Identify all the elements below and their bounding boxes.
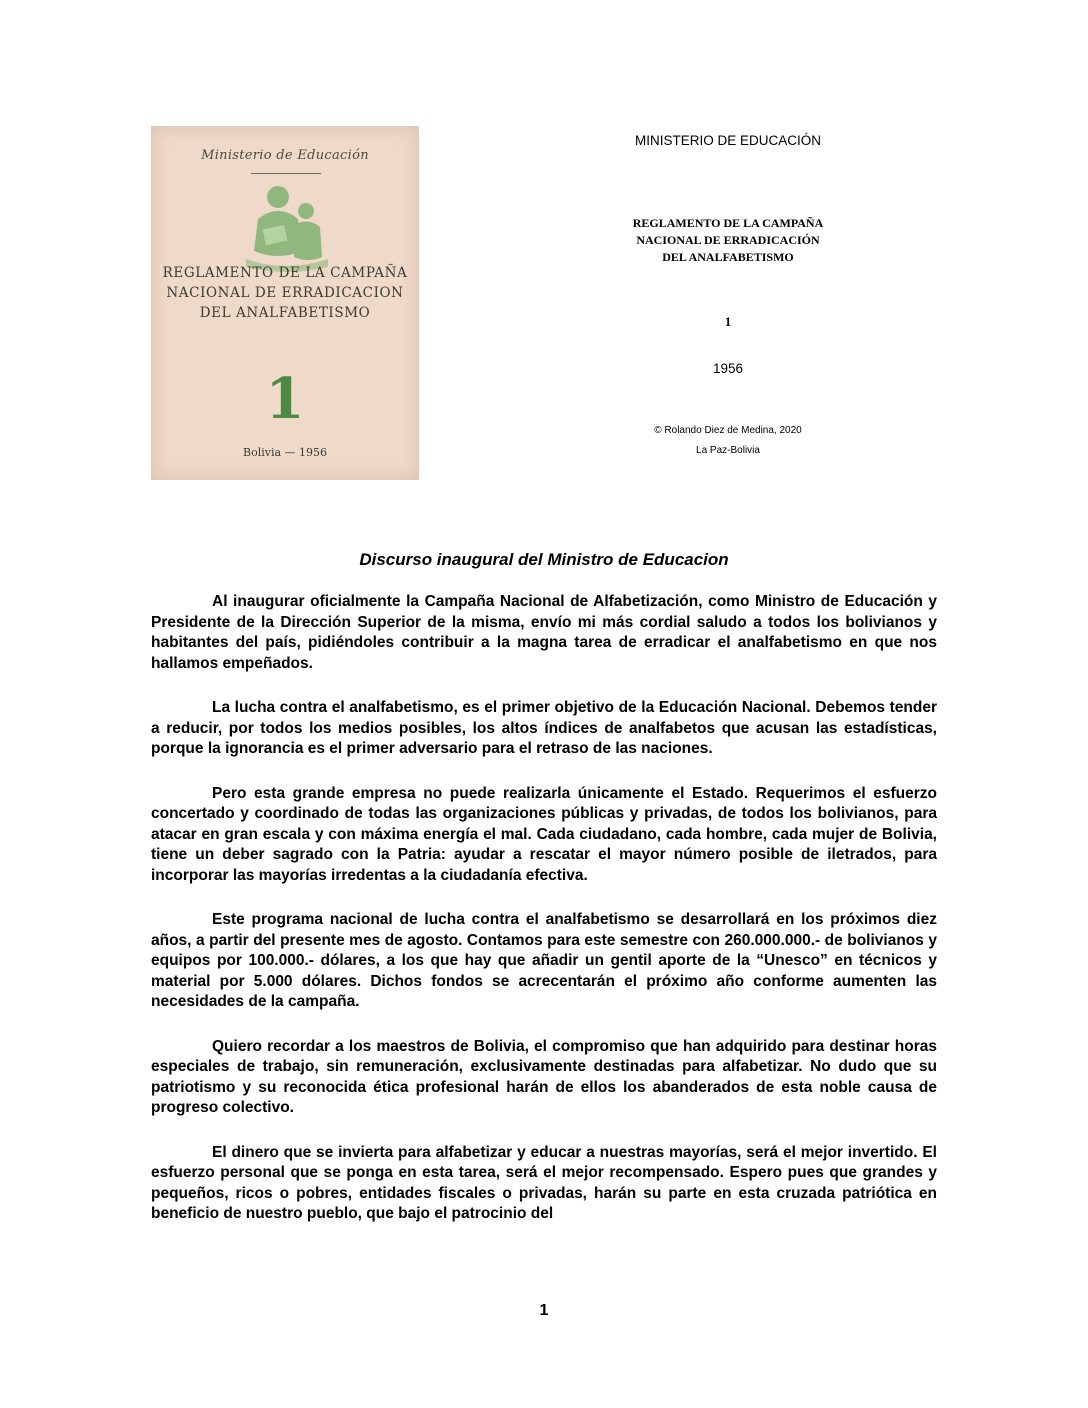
cover-title: REGLAMENTO DE LA CAMPAÑA NACIONAL DE ERRADICACION DEL ANALFABETISMO bbox=[162, 265, 408, 321]
cover-divider bbox=[251, 173, 321, 174]
speech-body bbox=[151, 592, 937, 1249]
paragraph: El dinero que se invierta para alfabetizar y educar a nuestras mayorías, será el mejor invertido. El esfuerzo personal que se ponga en esta tarea, será el mejor recompensado. Espero pues que grandes y pequeños, ricos o pobres, entidades fiscales o privadas, harán su parte en esta cruzada patriótica en beneficio de nuestro pueblo, que bajo el patrocinio del bbox=[151, 1143, 937, 1222]
copyright-line: © Rolando Diez de Medina, 2020 bbox=[654, 425, 802, 436]
volume-number: 1 bbox=[724, 314, 732, 329]
cover-illustration-icon bbox=[236, 181, 336, 276]
speech-title: Discurso inaugural del Ministro de Educacion bbox=[359, 550, 729, 569]
cover-footer: Bolivia — 1956 bbox=[242, 446, 328, 459]
paragraph: Quiero recordar a los maestros de Bolivia, el compromiso que han adquirido para destinar horas especiales de trabajo, sin remuneración, exclusivamente destinadas para alfabetizar. No dudo que su patriotismo y su reconocida ética profesional harán de ellos los abanderados de esta noble causa de progreso colectivo. bbox=[151, 1037, 937, 1116]
paragraph: Pero esta grande empresa no puede realizarla únicamente el Estado. Requerimos el esfuerzo concertado y coordinado de todas las organizaciones públicas y privadas, de todos los bolivianos, para atacar en gran escala y con máxima energía el mal. Cada ciudadano, cada hombre, cada mujer de Bolivia, tiene un deber sagrado con la Patria: ayudar a rescatar el mayor número posible de iletrados, para incorporar las mayorías irredentas a la ciudadanía efectiva. bbox=[151, 784, 937, 884]
ministry-heading: MINISTERIO DE EDUCACIÓN bbox=[634, 133, 821, 148]
cover-image bbox=[151, 126, 419, 480]
paragraph: Al inaugurar oficialmente la Campaña Nacional de Alfabetización, como Ministro de Educación y Presidente de la Dirección Superior de la misma, envío mi más cordial saludo a todos los bolivianos y habitantes del país, pidiéndoles contribuir a la magna tarea de erradicar el analfabetismo en que nos hallamos empeñados. bbox=[151, 593, 937, 672]
document-title: REGLAMENTO DE LA CAMPAÑA NACIONAL DE ERRADICACIÓN DEL ANALFABETISMO bbox=[632, 216, 824, 264]
paragraph: Este programa nacional de lucha contra el analfabetismo se desarrollará en los próximos diez años, a partir del presente mes de agosto. Contamos para este semestre con 260.000.000.- de bolivianos y equipos por 100.000.- dólares, a los que hay que añadir un gentil aporte de la “Unesco” en técnicos y material por 5.000 dólares. Dichos fondos se acrecentarán el próximo año conforme aumenten las necesidades de la campaña. bbox=[151, 911, 937, 1010]
page-number: 1 bbox=[539, 1302, 549, 1319]
place-line: La Paz-Bolivia bbox=[696, 445, 760, 456]
publication-year: 1956 bbox=[712, 361, 744, 376]
paragraph: La lucha contra el analfabetismo, es el primer objetivo de la Educación Nacional. Debemos tender a reducir, por todos los medios posibles, los altos índices de analfabetos que acusan las estadísticas, porque la ignorancia es el primer adversario para el retraso de las naciones. bbox=[151, 699, 937, 757]
cover-ministry: Ministerio de Educación bbox=[201, 148, 369, 163]
cover-number: 1 bbox=[265, 366, 305, 432]
